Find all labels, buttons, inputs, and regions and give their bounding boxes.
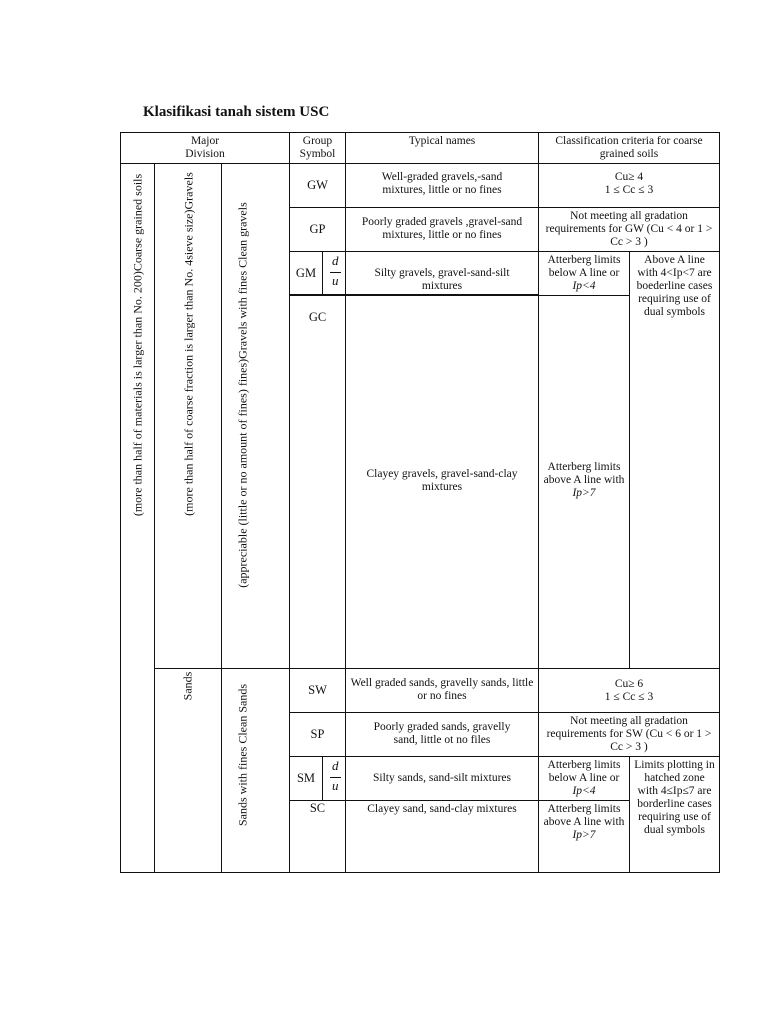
gm-criteria-a — [541, 254, 627, 293]
gm-u-symbol: u — [332, 273, 339, 288]
header-criteria — [538, 132, 720, 164]
sm-criteria-a-cell — [538, 756, 630, 801]
gm-name: Silty gravels, gravel-sand-silt mixtures — [374, 267, 510, 292]
gp-criteria-cell — [538, 207, 720, 252]
sc-criteria — [543, 803, 625, 842]
sp-criteria-cell — [538, 712, 720, 757]
sm-u-symbol: u — [332, 778, 339, 793]
gravels-label: (more than half of coarse fraction is larger than No. 4sieve size)Gravels — [181, 172, 196, 516]
sw-criteria-cell — [538, 668, 720, 713]
coarse-grained-label: (more than half of materials is larger than No. 200)Coarse grained soils — [130, 173, 145, 517]
sp-symbol: SP — [310, 727, 325, 741]
gm-name-cell — [345, 251, 539, 296]
gm-criteria-b: Above A line with 4<Ip<7 are boederline cases requiring use of dual symbols — [636, 254, 713, 318]
gp-name: Poorly graded gravels ,gravel-sand mixtures, little or no fines — [361, 216, 523, 241]
gm-criteria-a-text: Atterberg limits below A line or — [547, 254, 621, 279]
header-typical-names — [345, 132, 539, 164]
header-major-division — [120, 132, 290, 164]
sm-criteria-a-text: Atterberg limits below A line or — [547, 759, 621, 784]
sw-symbol-cell — [289, 668, 346, 713]
gp-criteria: Not meeting all gradation requirements for GW (Cu < 4 or 1 > Cc > 3 ) — [545, 210, 713, 248]
sands-label: Sands — [180, 671, 195, 701]
sc-criteria-text: Atterberg limits above A line with — [543, 803, 625, 828]
gc-symbol-cell — [289, 295, 346, 669]
header-group-symbol — [289, 132, 346, 164]
sm-name-cell — [345, 756, 539, 801]
sm-criteria-b-cell — [629, 756, 720, 873]
gravel-subdivision-label: (appreciable (little or no amount of fines) fines)Gravels with fines Clean gravels — [235, 202, 250, 588]
sc-name: Clayey sand, sand-clay mixtures — [367, 803, 517, 815]
header-major-division-text: Major Division — [185, 135, 225, 160]
header-criteria-text: Classification criteria for coarse grained soils — [555, 135, 703, 160]
sc-symbol: SC — [309, 801, 326, 815]
sm-symbol: SM — [296, 771, 316, 785]
sw-name: Well graded sands, gravelly sands, little or no fines — [350, 677, 534, 702]
sw-name-cell — [345, 668, 539, 713]
gc-criteria-text: Atterberg limits above A line with — [543, 461, 625, 486]
sand-subdivision-label: Sands with fines Clean Sands — [235, 684, 250, 826]
gc-name-cell — [345, 295, 539, 669]
sc-symbol-cell — [289, 800, 346, 873]
sm-symbol-cell — [289, 756, 346, 801]
gc-symbol: GC — [308, 310, 327, 324]
sp-name: Poorly graded sands, gravelly sand, little ot no files — [373, 721, 511, 746]
col-sand-sub — [221, 668, 290, 873]
gm-symbol: GM — [295, 266, 317, 280]
gp-symbol: GP — [309, 222, 326, 236]
gw-name-cell — [345, 163, 539, 208]
col-gravel-sub — [221, 163, 290, 669]
sc-criteria-cell — [538, 800, 630, 873]
sc-name-cell — [345, 800, 539, 873]
gw-name: Well-graded gravels,-sand mixtures, little or no fines — [381, 171, 503, 196]
gm-symbol-cell — [289, 251, 346, 296]
sm-criteria-b: Limits plotting in hatched zone with 4≤Ip≤7 are borderline cases requiring use of dual symbols — [634, 759, 715, 836]
gm-criteria-a-cell — [538, 251, 630, 296]
sp-criteria: Not meeting all gradation requirements for SW (Cu < 6 or 1 > Cc > 3 ) — [546, 715, 712, 753]
header-group-symbol-text: Group Symbol — [299, 135, 336, 160]
sm-criteria-a — [541, 759, 627, 798]
gw-criteria-cell — [538, 163, 720, 208]
header-typical-names-text: Typical names — [408, 135, 476, 147]
gm-divider — [322, 252, 323, 294]
sm-criteria-a-ip: Ip<4 — [572, 785, 596, 797]
gc-criteria-cell — [538, 295, 630, 669]
sc-criteria-ip: Ip>7 — [572, 829, 596, 841]
gw-symbol-cell — [289, 163, 346, 208]
sp-name-cell — [345, 712, 539, 757]
gc-criteria — [543, 461, 625, 500]
gm-criteria-a-ip: Ip<4 — [572, 280, 596, 292]
sw-criteria: Cu≥ 6 1 ≤ Cc ≤ 3 — [604, 678, 654, 703]
gw-criteria: Cu≥ 4 1 ≤ Cc ≤ 3 — [604, 171, 654, 196]
gm-criteria-b-cell — [629, 251, 720, 669]
sm-divider — [322, 757, 323, 800]
gc-name: Clayey gravels, gravel-sand-clay mixtures — [366, 468, 518, 493]
gp-symbol-cell — [289, 207, 346, 252]
sp-symbol-cell — [289, 712, 346, 757]
gc-criteria-ip: Ip>7 — [572, 487, 596, 499]
sw-symbol: SW — [308, 683, 327, 697]
gp-name-cell — [345, 207, 539, 252]
sm-d-symbol: d — [332, 758, 339, 773]
page-title: Klasifikasi tanah sistem USC — [143, 104, 330, 120]
gw-symbol: GW — [307, 178, 328, 192]
gm-d-symbol: d — [332, 253, 339, 268]
sm-name: Silty sands, sand-silt mixtures — [373, 772, 511, 784]
